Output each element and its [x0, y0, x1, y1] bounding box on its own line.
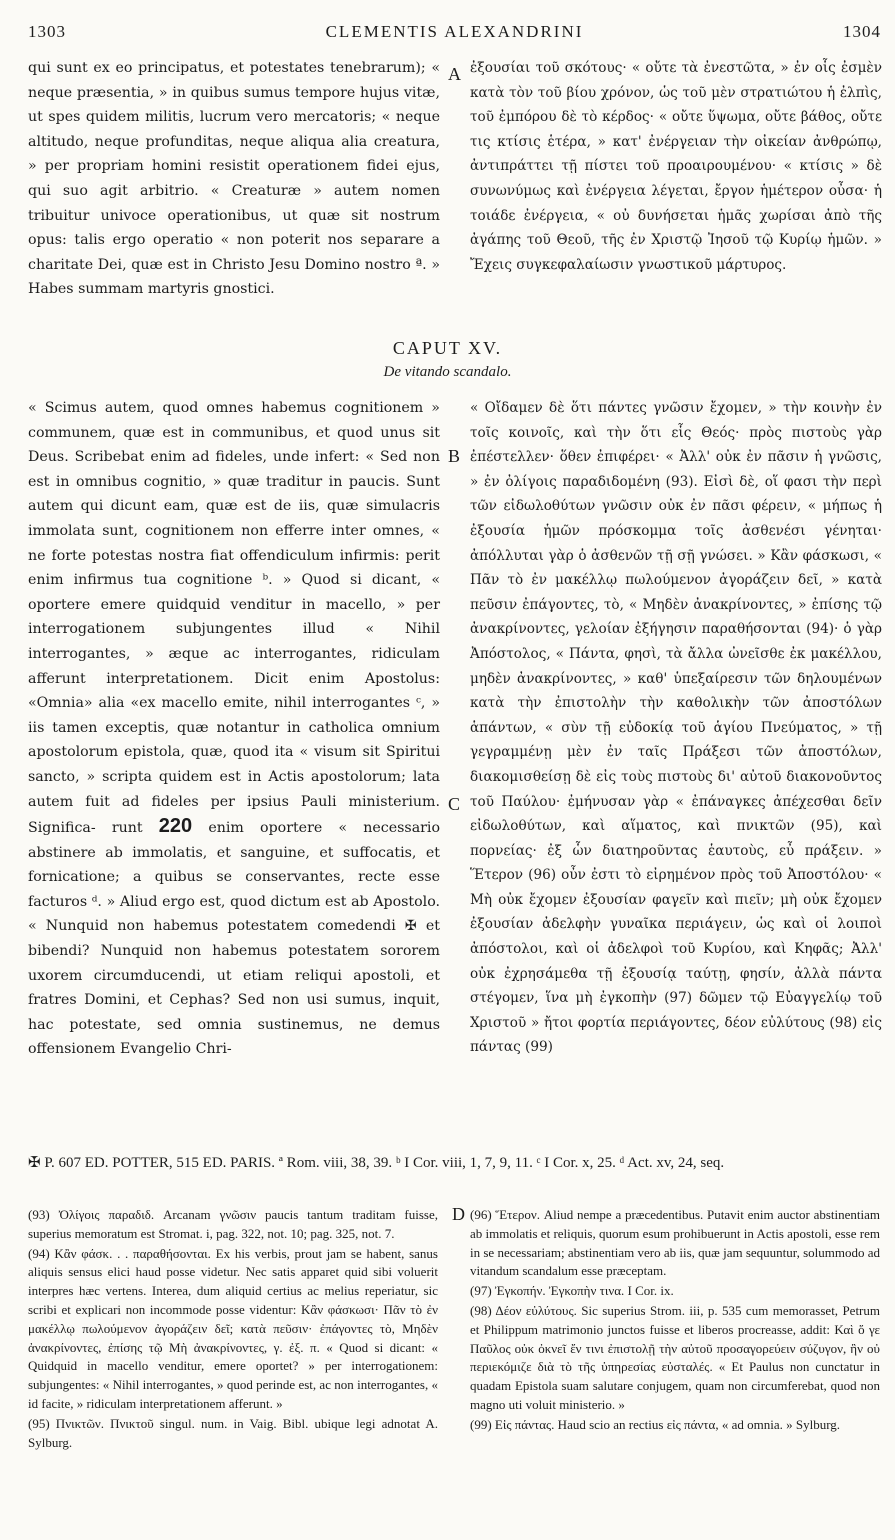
edition-references: ✠ P. 607 ED. POTTER, 515 ED. PARIS. ª Rom. viii, 38, 39. ᵇ I Cor. viii, 1, 7, 9, 11. ᶜ I Cor. x, 25. ᵈ Act. xv, 24, seq.: [28, 1155, 725, 1171]
footnote: (97) Ἐγκοπήν. Ἐγκοπὴν τινα. I Cor. ix.: [470, 1283, 674, 1299]
latin-body-part-2: runt: [111, 820, 143, 837]
latin-body-part-3: enim oportere « necessario abstinere ab immolatis, et sanguine, et suffocatis, et fornicatione; a quibus se conservantes, recte esse facturos ᵈ. » Aliud ergo est, quod dictum est ab Apostolo. « Nunquid non habemus potestatem comedendi: [28, 820, 441, 935]
chapter-title: CAPUT XV.: [392, 338, 503, 358]
page-number-left: 1303: [28, 22, 66, 41]
latin-column-top: qui sunt ex eo principatus, et potestates tenebrarum); « neque præsentia, » in quibus sumus tempore hujus vitæ, ut spes quidem militis, lucrum vero mercatoris; « neque altitudo, neque profunditas, neque aliqua alia creatura, » per propriam homini resistit operationem fidei ejus, qui suo agit arbitrio. « Creaturæ » autem nomen tribuitur univoce operationibus, ut quæ sit nostrum opus: talis ergo operatio « non poterit nos separare a charitate Dei, quæ est in Christo Jesu Domino nostro ª. » Habes summam martyris gnostici.: [28, 60, 440, 298]
footnotes-right: [470, 1206, 880, 1436]
section-marker-c: C: [448, 794, 461, 814]
section-marker-d: D: [452, 1204, 465, 1224]
greek-column-top: ἐξουσίαι τοῦ σκότους· « οὔτε τὰ ἐνεστῶτα, » ἐν οἷς ἐσμὲν κατὰ τὸν τοῦ βίου χρόνον, ὡς τοῦ μὲν στρατιώτου ἡ ἐλπὶς, τοῦ ἐμπόρου δὲ τὸ κέρδος· « οὔτε ὕψωμα, οὔτε βάθος, οὔτε τις κτίσις ἑτέρα, » κατ' ἐνέργειαν τὴν οἰκείαν ἀνθρώπῳ, ἀντιπράττει τῇ πίστει τοῦ προαιρουμένου· « κτίσις » δὲ συνωνύμως καὶ ἐνέργεια λέγεται, ἔργον ἡμέτερον οὖσα· ἡ τοιάδε ἐνέργεια, « οὐ δυνήσεται ἡμᾶς χωρίσαι ἀπὸ τῆς ἀγάπης τοῦ Θεοῦ, τῆς ἐν Χριστῷ Ἰησοῦ τῷ Κυρίῳ ἡμῶν. » Ἔχεις συγκεφαλαίωσιν γνωστικοῦ μάρτυρος.: [470, 60, 882, 273]
margin-page-number: 220: [158, 815, 193, 838]
footnote: (95) Πνικτῶν. Πνικτοῦ singul. num. in Vaig. Bibl. ubique legi adnotat A. Sylburg.: [28, 1415, 438, 1450]
latin-body-part-4: et bibendi? Nunquid non habemus potestatem sororem uxorem circumducendi, ut etiam reliqui apostoli, et fratres Domini, et Cephas? Sed non usi sumus, inquit, hac potestate, sed omnia sustinemus, ne demus offensionem Evangelio Chri-: [28, 918, 440, 1058]
section-marker-a: A: [448, 64, 461, 84]
cross-icon: ✠: [404, 918, 417, 935]
section-marker-b: B: [448, 446, 461, 466]
greek-column-body: « Οἴδαμεν δὲ ὅτι πάντες γνῶσιν ἔχομεν, » τὴν κοινὴν ἐν τοῖς κοινοῖς, καὶ τὴν ὅτι εἷς Θεός· πρὸς πιστοὺς γὰρ ἐπέστελλεν· ὅθεν ἐπιφέρει· « Ἀλλ' οὐκ ἐν πᾶσιν ἡ γνῶσις, » ἐν ὀλίγοις παραδιδομένη (93). Εἰσὶ δὲ, οἵ φασι τὴν περὶ τῶν εἰδωλοθύτων γνῶσιν οὐκ ἐν πᾶσι φέρειν, « μήπως ἡ ἐξουσία ἡμῶν πρόσκομμα τοῖς ἀσθενέσι γένηται· ἀπόλλυται γὰρ ὁ ἀσθενῶν τῇ σῇ γνώσει. » Κἂν φάσκωσι, « Πᾶν τὸ ἐν μακέλλῳ πωλούμενον ἀγοράζειν δεῖ, » κατὰ πεῦσιν ἐπάγοντες, τὸ, « Μηδὲν ἀνακρίνοντες, » ἐπίσης τῷ ἀνακρίνοντες, γελοίαν ἐξήγησιν παραθήσονται (94)· ὁ γὰρ Ἀπόστολος, « Πάντα, φησὶ, τὰ ἄλλα ὠνεῖσθε ἐκ μακέλλου, μηδὲν ἀνακρίνοντες, » καθ' ὑπεξαίρεσιν τῶν δηλουμένων κατὰ τὴν ἐπιστολὴν τὴν καθολικὴν τῶν ἀποστόλων ἁπάντων, « σὺν τῇ εὐδοκίᾳ τοῦ ἁγίου Πνεύματος, » τῇ γεγραμμένῃ μὲν ἐν ταῖς Πράξεσι τῶν ἀποστόλων, διακομισθείσῃ δὲ εἰς τοὺς πιστοὺς δι' αὐτοῦ διακονοῦντος τοῦ Παύλου· ἐμήνυσαν γὰρ « ἐπάναγκες ἀπέχεσθαι δεῖν εἰδωλοθύτων, καὶ αἵματος, καὶ πνικτῶν (95), καὶ πορνείας· ἐξ ὧν διατηροῦντας ἑαυτοὺς, εὖ πράξειν. » Ἕτερον (96) οὖν ἐστι τὸ εἰρημένον πρὸς τοῦ Ἀποστόλου· « Μὴ οὐκ ἔχομεν ἐξουσίαν φαγεῖν καὶ πιεῖν; μὴ οὐκ ἔχομεν ἐξουσίαν ἀδελφὴν γυναῖκα περιάγειν, ὡς καὶ οἱ λοιποὶ ἀπόστολοι, καὶ οἱ ἀδελφοὶ τοῦ Κυρίου, καὶ Κηφᾶς; Ἀλλ' οὐκ ἐχρησάμεθα τῇ ἐξουσίᾳ ταύτῃ, φησίν, ἀλλὰ πάντα στέγομεν, ἵνα μὴ ἐγκοπὴν (97) δῶμεν τῷ Εὐαγγελίῳ τοῦ Χριστοῦ » ἤτοι φορτία περιάγοντες, δέον εὐλύτους (98) εἰς πάντας (99): [470, 400, 882, 1056]
footnotes-left: [28, 1206, 438, 1453]
footnote: (96) Ἕτερον. Aliud nempe a præcedentibus. Putavit enim auctor abstinentiam ab immolatis et reliquis, quorum esum prohibuerunt in Actis apostoli, esse rem in se necessariam; abstinentiam vero ab iis, quæ jam sequuntur, solummodo ad vitandum scandalum esse præceptam.: [470, 1207, 880, 1279]
footnote: (94) Κἂν φάσκ. . . παραθήσονται. Ex his verbis, prout jam se habent, sanus aliquis sensus elici haud posse videtur. Nec satis apparet quid sibi voluerit interpres hæc vertens. Interea, dum aliquid certius ac melius reperiatur, sic scribi et explicari non incommode posse videntur: Κἂν φάσκωσι· Πᾶν τὸ ἐν μακέλλῳ πωλούμενον ἀγοράζειν δεῖ; κατὰ πεῦσιν· ἐπάγοντες τὸ, Μηδὲν ἀνακρίνοντες, ἐπίσης τῷ Μὴ ἀνακρίνοντες, γ. ἐξ. π. « Quod si dicant: « Quidquid in macello venditur, emere oportet? » per interrogationem: subjungentes: « Nihil interrogantes, » quod perinde est, ac non interrogantes, « id facite, » ridiculam interpretationem afferunt. »: [28, 1245, 438, 1411]
footnote: (98) Δέον εὐλύτους. Sic superius Strom. iii, p. 535 cum memorasset, Petrum et Philippum matrimonio junctos fuisse et liberos procreasse, addit: Καὶ ὅ γε Παῦλος οὐκ ὀκνεῖ ἔν τινι ἐπιστολῇ τὴν αὐτοῦ προσαγορεύειν σύζυγον, ἣν οὐ περιεκόμιζε διὰ τὸ τῆς ὑπηρεσίας εὐσταλές. « Et Paulus non cunctatur in quadam Epistola suam salutare conjugem, quam non circumferebat, quod non magno uti voluit ministerio. »: [470, 1302, 880, 1412]
running-title: CLEMENTIS ALEXANDRINI: [325, 22, 584, 41]
footnote: (93) Ὀλίγοις παραδιδ. Arcanam γνῶσιν paucis tantum traditam fuisse, superius memoratum est Stromat. i, pag. 322, not. 10; pag. 325, not. 7.: [28, 1207, 438, 1241]
latin-body-part-1: « Scimus autem, quod omnes habemus cognitionem » communem, quæ est in communibus, et quod unus sit Deus. Scribebat enim ad fideles, unde infert: « Sed non est in omnibus cognitio, » quæ traditur in paucis. Sunt autem qui dicunt eam, quæ est de iis, quæ simulacris immolata sunt, cognitionem non efferre inter omnes, « ne forte potestas nostra fiat offendiculum infirmis: perit enim infirmus tua cognitione ᵇ. » Quod si dicant, « oportere emere quidquid venditur in macello, » per interrogationem subjungentes illud « Nihil interrogantes, » æque ac interrogantes, ridiculam afferunt interpretationem. Dicit enim Apostolus: «Omnia» alia «ex macello emite, nihil interrogantes ᶜ, » iis tamen exceptis, quæ notantur in catholica omnium apostolorum epistola, quæ, quod ita « visum sit Spiritui sancto, » scripta quidem est in Actis apostolorum; lata autem fuit ad fideles per ipsius Pauli ministerium. Significa-: [28, 400, 440, 837]
chapter-subtitle: De vitando scandalo.: [383, 364, 512, 380]
running-header: [28, 22, 881, 48]
latin-column-body: [28, 396, 440, 1062]
footnote: (99) Εἰς πάντας. Haud scio an rectius εἰς πάντα, « ad omnia. » Sylburg.: [470, 1416, 841, 1432]
page-number-right: 1304: [843, 22, 881, 41]
